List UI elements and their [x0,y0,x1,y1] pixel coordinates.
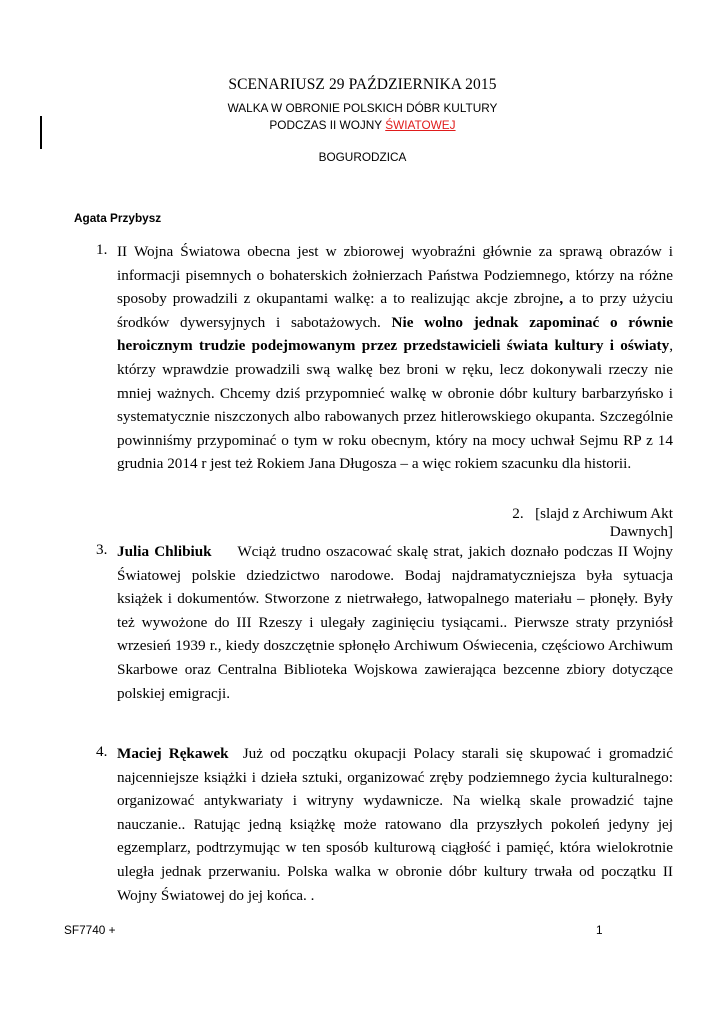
item-2-slide-reference [450,505,673,541]
item-1-text-b: a to przy użyciu środków dywersyjnych i sabotażowych. [117,290,673,331]
margin-change-bar [40,116,42,149]
item-4-paragraph [117,742,673,907]
item-1-paragraph [117,240,673,476]
item-4-speaker: Maciej Rękawek [117,745,229,762]
item-1-text-c: , którzy wprawdzie prowadzili swą walkę bez broni w ręku, lecz dokonywali rzeczy nie mniej ważnych. Chcemy dziś przypomnieć walkę w obronie dóbr kultury barbarzyńsko i systematycznie niszczonych albo rabowanych przez hitlerowskiego okupanta. Szczególnie powinniśmy przypominać o tym w roku obecnym, który na mocy uchwał Sejmu RP z 14 grudnia 2014 r jest też Rokiem Jana Długosza – a więc rokiem szacunku dla historii. [117,337,673,473]
item-3-number: 3. [96,541,108,558]
subtitle-red-word: ŚWIATOWEJ [385,118,456,132]
subtitle-line-3: BOGURODZICA [318,150,407,164]
page-title: SCENARIUSZ 29 PAŹDZIERNIKA 2015 [228,76,497,93]
subtitle-line-2-prefix: PODCZAS II WOJNY [269,118,386,132]
item-3-text: Wciąż trudno oszacować skalę strat, jakich doznało podczas II Wojny Światowej polskie dziedzictwo narodowe. Bodaj najdramatyczniejsza była sytuacja książek i dokumentów. Stworzone z nietrwałego, łatwopalnego materiału – płonęły. Były też wywożone do III Rzeszy i ulegały zaginięciu tysiącami.. Pierwsze straty przyniósł wrzesień 1939 r., kiedy doszczętnie spłonęło Archiwum Oświecenia, częściowo Archiwum Skarbowe oraz Centralna Biblioteka Wojskowa zawierająca bezcenne zbiory dotyczące polskiej emigracji. [117,543,673,702]
subtitle-line-1: WALKA W OBRONIE POLSKICH DÓBR KULTURY [227,101,498,115]
item-4-number: 4. [96,743,108,760]
subtitle-line-2 [0,118,725,132]
item-3-speaker: Julia Chlibiuk [117,543,212,560]
footer-page-number: 1 [596,923,603,937]
item-2-text: [slajd z Archiwum Akt Dawnych] [535,505,673,540]
item-3-paragraph [117,540,673,705]
item-1-bold-text: Nie wolno jednak zapominać o równie heroicznym trudzie podejmowanym przez przedstawicieli świata kultury i oświaty [117,313,674,355]
item-4-text: Już od początku okupacji Polacy starali się skupować i gromadzić najcenniejsze książki i dzieła sztuki, organizować zręby podziemnego życia kulturalnego: organizować antykwariaty i witryny wydawnicze. Na wielką skale prowadzić tajne nauczanie.. Ratując jedną książkę może ratowano dla przyszłych pokoleń jedyny jej egzemplarz, podtrzymując w ten sposób kulturową ciągłość i pamięć, która wielokrotnie uległa jednak przerwaniu. Polska walka w obronie dóbr kultury trwała od początku II Wojny Światowej do jej końca. . [117,745,674,904]
footer-document-code: SF7740 + [64,923,116,937]
item-1-number: 1. [96,241,108,258]
item-1-text-a: II Wojna Światowa obecna jest w zbiorowej wyobraźni głównie za sprawą obrazów i informacji pisemnych o bohaterskich żołnierzach Państwa Podziemnego, którzy na różne sposoby prowadzili z okupantami walkę: a to realizując akcje zbrojne [117,243,673,308]
author-name: Agata Przybysz [74,211,162,225]
item-2-number: 2. [512,505,524,522]
item-1-comma: , [559,290,564,308]
